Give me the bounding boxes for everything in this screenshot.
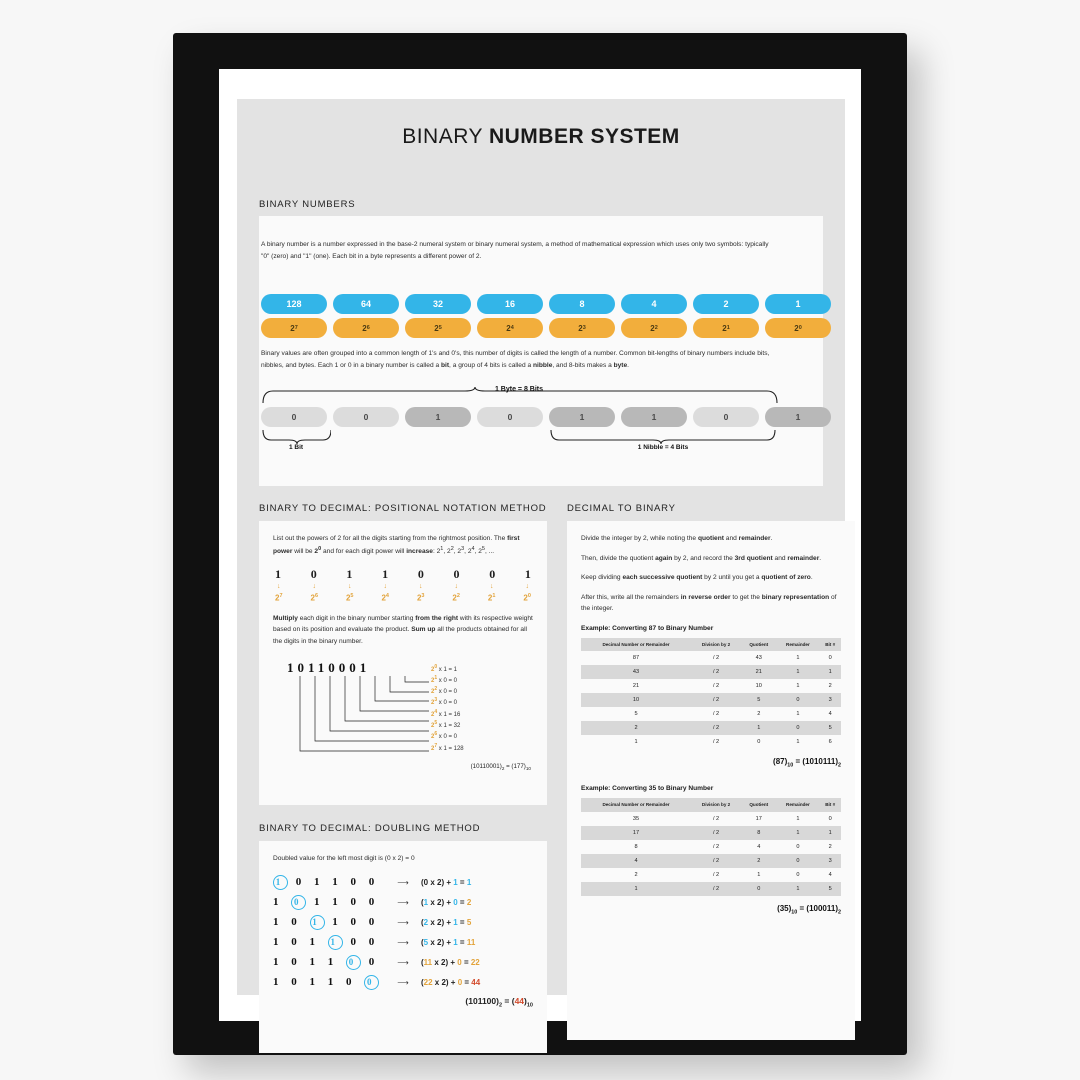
table-row — [581, 721, 841, 735]
cell-6-4: 6 — [828, 739, 832, 746]
pos-p2d: with its respective weight based on its position and evaluate the product. — [273, 614, 533, 634]
cell-3-2: 2 — [741, 854, 776, 868]
cell-0-4: 0 — [828, 815, 832, 822]
poster-frame — [173, 33, 907, 1055]
positional-product-1: $2^1$ x 0 = 0 — [431, 674, 457, 684]
table-row — [581, 868, 841, 882]
cell-4-1: / 2 — [712, 711, 720, 718]
positional-power-0: $2^7$ — [275, 593, 283, 603]
cell-6-1: / 2 — [712, 739, 720, 746]
positional-digit-1: 0 — [310, 567, 317, 582]
example-2-title: Example: Converting 35 to Binary Number — [581, 784, 714, 792]
value-pill-1: 64 — [333, 294, 399, 314]
table-row — [581, 679, 841, 693]
byte-label: 1 Byte = 8 Bits — [494, 386, 544, 393]
doubling-row-1 — [273, 895, 533, 910]
pos-from-right: from the right — [415, 614, 459, 622]
pos-increase: increase — [406, 547, 433, 555]
positional-connector-lines — [283, 674, 433, 766]
power-pill-1: 2 6 — [333, 318, 399, 338]
positional-product-list — [431, 664, 464, 754]
col-header-1: Division by 2 — [691, 798, 741, 812]
ex1-rb: = (1010111) — [793, 757, 838, 767]
cell-5-0: 2 — [581, 721, 691, 735]
cell-2-0: 21 — [632, 683, 640, 690]
p2-a: Binary values are often grouped into a common length of 1's and 0's, this number of digits is called the length of a number. Common bit-lengths of binary numbers include bits, nibbles, and bytes. Each 1 or 0 in a binary number is called a — [261, 350, 770, 369]
dtb-3rd-quotient: 3rd quotient — [734, 554, 773, 562]
ex2-rb: = (100011) — [797, 903, 838, 913]
col-header-3: Remainder — [776, 638, 819, 652]
value-pill-3: 16 — [477, 294, 543, 314]
power-pill-3: 2 4 — [477, 318, 543, 338]
byte-bit-0: 0 — [261, 407, 327, 427]
p2-g: . — [627, 361, 630, 369]
cell-6-2: 0 — [757, 739, 761, 746]
col-header-2: Quotient — [741, 638, 776, 652]
poster-canvas — [237, 99, 845, 1009]
pos-p1e: and for each digit power will — [321, 547, 407, 555]
value-pill-4: 8 — [549, 294, 615, 314]
title-part-3: SYSTEM — [590, 125, 680, 148]
left-column — [259, 503, 547, 1053]
dbl-fval: 44 — [514, 995, 525, 1006]
dtb-remainder: remainder — [738, 535, 771, 542]
cell-6-3: 1 — [796, 739, 800, 746]
positional-arrow-4: ↓ — [419, 583, 423, 591]
doubling-rows — [273, 875, 533, 990]
cell-6-0: 1 — [634, 739, 638, 746]
col-header-2: Quotient — [741, 798, 776, 812]
dbl-fb: = ( — [502, 995, 515, 1006]
byte-bit-4: 1 — [549, 407, 615, 427]
cell-4-4: 4 — [828, 711, 832, 718]
positional-product-7: $2^7$ x 1 = 128 — [431, 742, 464, 752]
table-row — [581, 707, 841, 721]
positional-product-2: $2^2$ x 0 = 0 — [431, 686, 457, 696]
dtb-s2a: Then, divide the quotient — [581, 554, 656, 562]
page-title — [237, 125, 845, 149]
cell-2-2: 10 — [755, 683, 762, 690]
dtb-s1e: . — [770, 535, 773, 542]
right-column — [567, 503, 855, 1040]
byte-bit-5: 1 — [621, 407, 687, 427]
doubling-intro: Doubled value for the left most digit is (0 x 2) = 0 — [273, 855, 415, 862]
cell-1-3: 1 — [776, 665, 819, 679]
cell-5-0: 1 — [581, 882, 691, 896]
decimal-to-binary-panel — [567, 521, 855, 1040]
doubling-arrow-2: ⟶ — [397, 917, 409, 927]
cell-0-3: 1 — [796, 815, 800, 822]
ex2-ra: (35) — [777, 903, 792, 913]
doubling-method-panel — [259, 841, 547, 1053]
cell-1-1: / 2 — [691, 826, 741, 840]
bit-label: 1 Bit — [288, 444, 304, 451]
ex2-rs1: 10 — [791, 909, 798, 916]
pos-2-0: $2^0$ — [314, 545, 322, 555]
byte-bit-7: 1 — [765, 407, 831, 427]
cell-4-3: 0 — [796, 871, 800, 878]
doubling-row-3 — [273, 935, 533, 950]
power-pill-7: 2 0 — [765, 318, 831, 338]
cell-3-3: 0 — [776, 693, 819, 707]
table-row — [581, 693, 841, 707]
dtb-s4e: of the integer. — [581, 593, 837, 613]
positional-product-4: $2^4$ x 1 = 16 — [431, 708, 461, 718]
table-row — [581, 812, 841, 826]
doubling-equation-2: (2 x 2) + 1 = 5 — [421, 917, 472, 927]
cell-1-4: 1 — [819, 665, 841, 679]
cell-3-4: 3 — [819, 693, 841, 707]
ex1-ra: (87) — [773, 757, 788, 767]
doubling-equation-3: (5 x 2) + 1 = 11 — [421, 937, 476, 947]
dtb-quotient-zero: quotient of zero — [761, 574, 811, 582]
cell-1-2: 8 — [741, 826, 776, 840]
dtb-step-2 — [581, 553, 841, 565]
value-pill-6: 2 — [693, 294, 759, 314]
cell-1-0: 17 — [581, 826, 691, 840]
cell-0-0: 87 — [632, 655, 640, 662]
positional-arrow-1: ↓ — [312, 583, 316, 591]
doubling-bits-5: 1 0 1 1 0 0 — [273, 975, 385, 990]
cell-5-4: 5 — [819, 882, 841, 896]
doubling-arrow-3: ⟶ — [397, 937, 409, 947]
cell-3-0: 10 — [581, 693, 691, 707]
positional-product-0: $2^0$ x 1 = 1 — [431, 663, 457, 673]
cell-4-1: / 2 — [712, 871, 720, 878]
doubling-arrow-4: ⟶ — [397, 957, 409, 967]
cell-2-0: 8 — [634, 843, 638, 850]
cell-3-1: / 2 — [691, 693, 741, 707]
cell-2-4: 2 — [828, 843, 832, 850]
doubling-equation-5: (22 x 2) + 0 = 44 — [421, 977, 481, 987]
dtb-reverse-order: in reverse order — [680, 593, 731, 601]
doubling-highlight-2: 1 — [310, 915, 325, 930]
col-header-0: Decimal Number or Remainder — [581, 798, 691, 812]
doubling-highlight-4: 0 — [346, 955, 361, 970]
dtb-s2c: by 2, and record the — [672, 554, 735, 562]
byte-bit-6: 0 — [693, 407, 759, 427]
p2-e: , and 8-bits makes a — [552, 361, 614, 369]
doubling-bits-0: 1 0 1 1 0 0 — [273, 875, 385, 890]
positional-product-6: $2^6$ x 0 = 0 — [431, 731, 457, 741]
section-heading-doubling: BINARY TO DECIMAL: DOUBLING METHOD — [259, 823, 481, 834]
cell-2-3: 0 — [796, 843, 800, 850]
power-exponent-pill-row — [261, 318, 831, 338]
section-heading-positional: BINARY TO DECIMAL: POSITIONAL NOTATION METHOD — [259, 503, 547, 514]
cell-1-2: 21 — [741, 665, 776, 679]
section-heading-dec-to-bin: DECIMAL TO BINARY — [567, 503, 676, 514]
cell-5-4: 5 — [819, 721, 841, 735]
p2-nibble: nibble — [532, 361, 553, 369]
positional-power-6: $2^1$ — [487, 593, 496, 603]
cell-5-1: / 2 — [691, 882, 741, 896]
cell-4-0: 5 — [634, 711, 638, 718]
binary-numbers-paragraph-1: A binary number is a number expressed in the base-2 numeral system or binary numeral system, a method of mathematical expression which uses only two symbols: typically "0" (zero) and "1" (one). Each bit in a byte represents a different power of 2. — [261, 241, 769, 260]
cell-3-0: 4 — [581, 854, 691, 868]
ex1-rs1: 10 — [787, 762, 794, 769]
cell-0-2: 17 — [755, 815, 762, 822]
doubling-final-result — [273, 996, 533, 1009]
dtb-again: again — [655, 554, 673, 562]
doubling-highlight-1: 0 — [291, 895, 306, 910]
doubling-equation-4: (11 x 2) + 0 = 22 — [421, 957, 480, 967]
positional-digit-5: 0 — [453, 567, 460, 582]
byte-bit-1: 0 — [333, 407, 399, 427]
cell-3-3: 0 — [776, 854, 819, 868]
pos-multiply: Multiply — [273, 614, 298, 622]
example-1-title: Example: Converting 87 to Binary Number — [581, 624, 714, 632]
power-value-pill-row — [261, 294, 831, 314]
cell-5-1: / 2 — [691, 721, 741, 735]
doubling-bits-4: 1 0 1 1 0 0 — [273, 955, 380, 968]
positional-digit-7: 1 — [524, 567, 531, 582]
dtb-quotient: quotient — [697, 535, 724, 542]
positional-bitstring: 10110001 — [287, 659, 371, 675]
dbl-fs2: 10 — [526, 1002, 533, 1009]
positional-arrow-3: ↓ — [383, 583, 387, 591]
col-header-1: Division by 2 — [691, 638, 741, 652]
cell-5-2: 1 — [741, 721, 776, 735]
cell-2-2: 4 — [757, 843, 761, 850]
cell-4-0: 2 — [634, 871, 638, 878]
dtb-s1c: and — [723, 535, 739, 542]
col-header-4: Bit # — [819, 638, 841, 652]
positional-digit-row — [275, 567, 531, 582]
cell-0-2: 43 — [755, 655, 762, 662]
cell-2-3: 1 — [796, 683, 800, 690]
value-pill-5: 4 — [621, 294, 687, 314]
table-row — [581, 840, 841, 854]
doubling-row-5 — [273, 975, 533, 990]
pos-series: : $2^1$, $2^2$, $2^3$, $2^4$, $2^5$, ... — [432, 545, 495, 555]
cell-1-3: 1 — [776, 826, 819, 840]
doubling-bits-2: 1 0 1 1 0 0 — [273, 915, 380, 928]
positional-product-3: $2^3$ x 0 = 0 — [431, 697, 457, 707]
positional-power-5: $2^2$ — [452, 593, 460, 603]
doubling-row-4 — [273, 955, 533, 970]
cell-4-2: 1 — [757, 871, 761, 878]
cell-3-4: 3 — [819, 854, 841, 868]
pos-base: 2 — [314, 547, 319, 555]
table-row — [581, 665, 841, 679]
positional-result — [471, 763, 531, 771]
ex1-rs2: 2 — [838, 762, 841, 769]
dtb-step-4 — [581, 592, 841, 615]
dbl-fs1: 2 — [498, 1002, 503, 1009]
doubling-arrow-0: ⟶ — [397, 877, 409, 887]
cell-0-3: 1 — [796, 655, 800, 662]
positional-product-5: $2^5$ x 1 = 32 — [431, 719, 461, 729]
dtb-s3a: Keep dividing — [581, 574, 623, 582]
cell-1-1: / 2 — [691, 665, 741, 679]
dtb-each-quotient: each successive quotient — [622, 574, 703, 582]
cell-4-4: 4 — [828, 871, 832, 878]
conversion-table-35 — [581, 798, 841, 896]
nibble-label: 1 Nibble = 4 Bits — [637, 444, 689, 451]
value-pill-7: 1 — [765, 294, 831, 314]
table-row — [581, 651, 841, 665]
p2-c: , a group of 4 bits is called a — [449, 361, 533, 369]
binary-numbers-paragraph-2 — [261, 348, 777, 371]
p2-bit: bit — [440, 361, 450, 369]
pos-p2f: all the products obtained for all the digits in the binary number. — [273, 626, 528, 645]
cell-1-0: 43 — [581, 665, 691, 679]
title-part-2: NUMBER — [488, 125, 591, 148]
cell-1-4: 1 — [819, 826, 841, 840]
pos-p2b: each digit in the binary number starting — [297, 614, 416, 622]
cell-5-3: 0 — [776, 721, 819, 735]
doubling-highlight-5: 0 — [364, 975, 379, 990]
example-2-result — [581, 904, 841, 916]
doubling-bits-3: 1 0 1 1 0 0 — [273, 935, 380, 948]
pos-res-a: (10110001) — [470, 763, 502, 771]
table-row — [581, 854, 841, 868]
value-pill-2: 32 — [405, 294, 471, 314]
table-row — [581, 826, 841, 840]
dtb-s2e: and — [772, 554, 788, 562]
positional-power-1: $2^6$ — [310, 593, 318, 603]
cell-5-2: 0 — [741, 882, 776, 896]
section-heading-binary-numbers: BINARY NUMBERS — [259, 199, 356, 210]
cell-0-0: 35 — [632, 815, 640, 822]
dtb-s4c: to get the — [730, 593, 762, 601]
value-pill-0: 128 — [261, 294, 327, 314]
conversion-table-87 — [581, 638, 841, 750]
power-pill-4: 2 3 — [549, 318, 615, 338]
dtb-remainder2: remainder — [787, 554, 820, 562]
power-pill-6: 2 1 — [693, 318, 759, 338]
dtb-s2g: . — [819, 554, 822, 562]
cell-3-2: 5 — [741, 693, 776, 707]
doubling-row-2 — [273, 915, 533, 930]
doubling-equation-0: (0 x 2) + 1 = 1 — [421, 877, 472, 887]
pos-res-sub1: 2 — [501, 766, 505, 772]
positional-digit-2: 1 — [346, 567, 353, 582]
pos-p1c: will be — [292, 547, 315, 555]
positional-digit-0: 1 — [275, 567, 281, 582]
dtb-s1a: Divide the integer by 2, while noting the — [581, 535, 698, 542]
power-pill-2: 2 5 — [405, 318, 471, 338]
pos-p1a: List out the powers of 2 for all the digits starting from the rightmost position. The — [273, 535, 508, 542]
doubling-arrow-1: ⟶ — [397, 897, 409, 907]
cell-4-2: 2 — [757, 711, 761, 718]
ex2-rs2: 2 — [838, 909, 841, 916]
doubling-highlight-0: 1 — [273, 875, 288, 890]
positional-arrow-0: ↓ — [277, 583, 281, 591]
table-row — [581, 735, 841, 749]
cell-0-1: / 2 — [712, 655, 720, 662]
col-header-4: Bit # — [819, 798, 841, 812]
cell-4-3: 1 — [796, 711, 800, 718]
positional-method-panel — [259, 521, 547, 805]
doubling-highlight-3: 1 — [328, 935, 343, 950]
pos-sum-up: Sum up — [411, 626, 436, 634]
pos-first-power: first power — [273, 535, 520, 555]
byte-bit-2: 1 — [405, 407, 471, 427]
positional-arrow-7: ↓ — [525, 583, 529, 591]
col-header-3: Remainder — [776, 798, 819, 812]
cell-0-1: / 2 — [712, 815, 720, 822]
p2-byte: byte — [613, 361, 628, 369]
doubling-arrow-5: ⟶ — [397, 977, 409, 987]
power-pill-0: 2 7 — [261, 318, 327, 338]
positional-power-4: $2^3$ — [416, 593, 425, 603]
positional-power-row — [275, 593, 531, 603]
dbl-fc: ) — [524, 995, 527, 1006]
dtb-step-1 — [581, 533, 841, 545]
pos-res-sub2: 10 — [525, 766, 531, 772]
cell-2-1: / 2 — [712, 843, 720, 850]
title-part-1: BINARY — [402, 125, 489, 148]
cell-2-1: / 2 — [712, 683, 720, 690]
positional-arrow-6: ↓ — [490, 583, 494, 591]
table-row — [581, 882, 841, 896]
byte-bit-3: 0 — [477, 407, 543, 427]
cell-3-1: / 2 — [691, 854, 741, 868]
doubling-equation-1: (1 x 2) + 0 = 2 — [421, 897, 472, 907]
positional-arrow-2: ↓ — [348, 583, 352, 591]
positional-power-3: $2^4$ — [381, 593, 389, 603]
dbl-fa: (101100) — [465, 995, 499, 1006]
positional-power-2: $2^5$ — [345, 593, 354, 603]
doubling-row-0 — [273, 875, 533, 890]
positional-arrow-5: ↓ — [454, 583, 458, 591]
positional-digit-6: 0 — [489, 567, 496, 582]
positional-paragraph-2 — [273, 613, 533, 648]
dtb-step-3 — [581, 572, 841, 584]
dtb-s3c: by 2 until you get a — [702, 574, 762, 582]
example-1-result — [581, 757, 841, 769]
col-header-0: Decimal Number or Remainder — [581, 638, 691, 652]
doubling-bits-1: 1 0 1 1 0 0 — [273, 895, 380, 908]
positional-arrow-row — [277, 583, 529, 590]
power-pill-5: 2 2 — [621, 318, 687, 338]
cell-0-4: 0 — [828, 655, 832, 662]
positional-digit-3: 1 — [382, 567, 389, 582]
dtb-s3e: . — [810, 574, 813, 582]
dtb-s4a: After this, write all the remainders — [581, 593, 681, 601]
dtb-binary-rep: binary representation — [761, 593, 830, 601]
pos-res-b: = (177) — [504, 763, 526, 771]
byte-bit-pill-row — [261, 407, 831, 427]
poster-mat — [219, 69, 861, 1021]
positional-power-7: $2^0$ — [523, 593, 531, 603]
cell-2-4: 2 — [828, 683, 832, 690]
positional-paragraph-1 — [273, 533, 533, 557]
positional-digit-4: 0 — [417, 567, 424, 582]
cell-5-3: 1 — [776, 882, 819, 896]
